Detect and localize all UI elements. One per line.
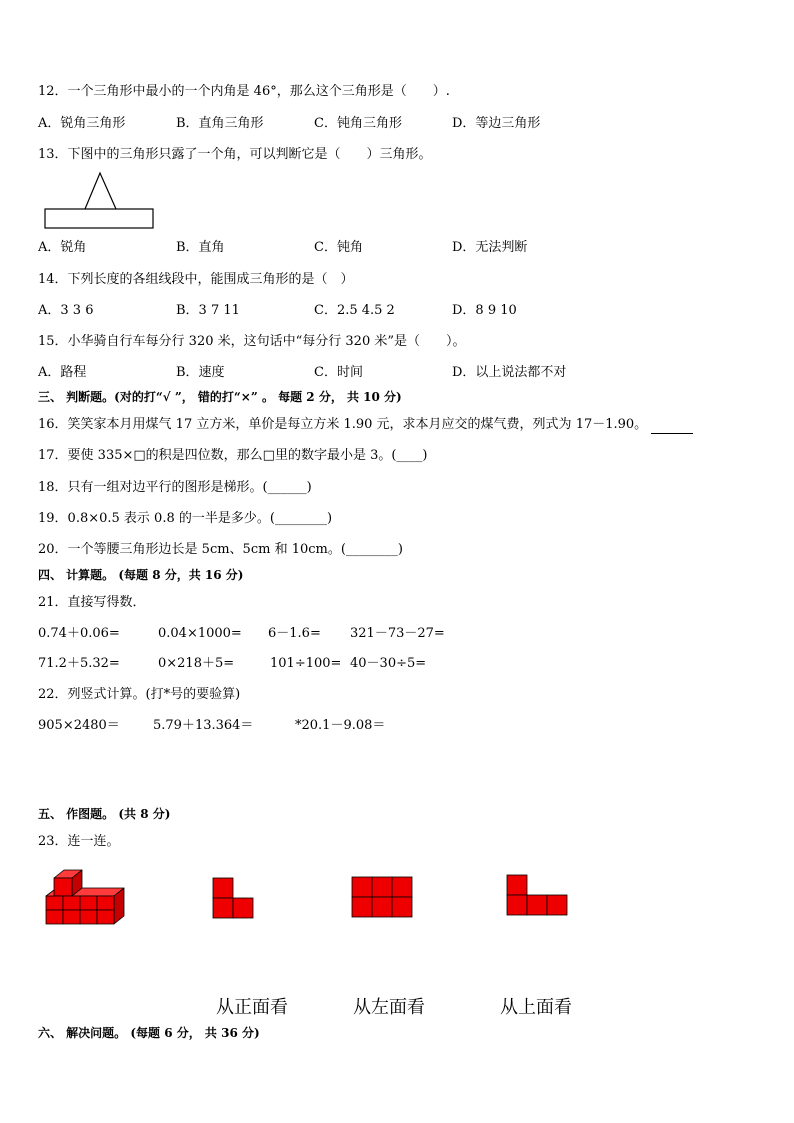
- question-15: 15．小华骑自行车每分行 320 米，这句话中“每分行 320 米”是（ ）。: [38, 334, 466, 349]
- question-19: [38, 511, 332, 527]
- q20-paren-close: ): [397, 542, 403, 557]
- question-23: 23．连一连。: [38, 834, 120, 849]
- calc-item: 6－1.6=: [268, 626, 321, 641]
- q17-answer-blank[interactable]: ____: [396, 448, 423, 463]
- question-21: 21．直接写得数．: [38, 595, 146, 610]
- calc-item: 0×218＋5=: [158, 656, 235, 671]
- question-12: 12．一个三角形中最小的一个内角是 46°，那么这个三角形是（ ）.: [38, 84, 450, 99]
- view-shape-rectangle: [351, 876, 413, 918]
- view-shape-l: [212, 877, 256, 919]
- q12-option-d: D．等边三角形: [452, 116, 541, 131]
- q19-answer-blank[interactable]: ________: [274, 511, 327, 526]
- calc-item: 71.2＋5.32=: [38, 656, 120, 671]
- cube-solid-figure: [44, 864, 128, 926]
- triangle-exposed-angle: [85, 173, 116, 209]
- question-18: [38, 480, 312, 496]
- q15-option-b: B．速度: [176, 365, 225, 380]
- q20-answer-blank[interactable]: ________: [345, 542, 398, 557]
- q19-paren-close: ): [326, 511, 333, 526]
- q12-option-c: C．钝角三角形: [314, 116, 402, 131]
- q13-option-b: B．直角: [176, 240, 225, 255]
- q18-text: 18．只有一组对边平行的图形是梯形。(: [38, 480, 268, 495]
- question-16: [38, 417, 693, 434]
- q15-option-a: A．路程: [38, 365, 87, 380]
- covering-rectangle: [45, 209, 153, 228]
- q15-option-c: C．时间: [314, 365, 363, 380]
- calc-item: 321－73－27=: [350, 626, 445, 641]
- q13-option-c: C．钝角: [314, 240, 363, 255]
- q17-paren-close: ): [422, 448, 428, 463]
- calc-item: 0.74＋0.06=: [38, 626, 120, 641]
- q15-option-d: D．以上说法都不对: [452, 365, 567, 380]
- calc-item: 101÷100=: [270, 656, 342, 671]
- q13-option-d: D．无法判断: [452, 240, 528, 255]
- view-label-front: 从正面看: [216, 997, 288, 1018]
- question-17: [38, 448, 428, 464]
- q20-text: 20．一个等腰三角形边长是 5cm、5cm 和 10cm。(: [38, 542, 346, 557]
- question-22: 22．列竖式计算。(打*号的要验算): [38, 687, 241, 702]
- section-4-heading: 四、 计算题。 (每题 8 分，共 16 分): [38, 568, 244, 582]
- view-label-left: 从左面看: [353, 997, 425, 1018]
- q19-text: 19．0.8×0.5 表示 0.8 的一半是多少。(: [38, 511, 275, 526]
- q14-option-c: C．2.5 4.5 2: [314, 303, 395, 318]
- q18-answer-blank[interactable]: ______: [267, 480, 307, 495]
- q14-option-a: A．3 3 6: [38, 303, 94, 318]
- q16-text: 16．笑笑家本月用煤气 17 立方米，单价是每立方米 1.90 元，求本月应交的煤气费，列式为 17－1.90。: [38, 417, 648, 432]
- question-14: 14．下列长度的各组线段中，能围成三角形的是（ ）: [38, 272, 354, 287]
- vertical-calc-item: 905×2480＝: [38, 718, 120, 733]
- calc-item: 40－30÷5=: [350, 656, 427, 671]
- q18-paren-close: ): [306, 480, 312, 495]
- question-13: 13．下图中的三角形只露了一个角，可以判断它是（ ）三角形。: [38, 147, 432, 162]
- vertical-calc-item: 5.79＋13.364＝: [153, 718, 254, 733]
- vertical-calc-item: *20.1－9.08＝: [295, 718, 386, 733]
- q12-option-b: B．直角三角形: [176, 116, 264, 131]
- view-label-top: 从上面看: [500, 997, 572, 1018]
- view-shape-long-l: [506, 874, 570, 916]
- question-20: [38, 542, 403, 558]
- hidden-triangle-figure: [44, 170, 156, 232]
- q14-option-b: B．3 7 11: [176, 303, 240, 318]
- section-6-heading: 六、 解决问题。 (每题 6 分， 共 36 分): [38, 1026, 260, 1040]
- q12-option-a: A．锐角三角形: [38, 116, 126, 131]
- section-5-heading: 五、 作图题。 (共 8 分): [38, 807, 171, 821]
- q17-text: 17．要使 335×□的积是四位数，那么□里的数字最小是 3。(: [38, 448, 397, 463]
- q16-answer-blank[interactable]: [651, 417, 693, 434]
- q13-option-a: A．锐角: [38, 240, 87, 255]
- calc-item: 0.04×1000=: [158, 626, 242, 641]
- q14-option-d: D．8 9 10: [452, 303, 517, 318]
- section-3-heading: 三、 判断题。(对的打“√ ”， 错的打“×” 。 每题 2 分， 共 10 分): [38, 390, 402, 404]
